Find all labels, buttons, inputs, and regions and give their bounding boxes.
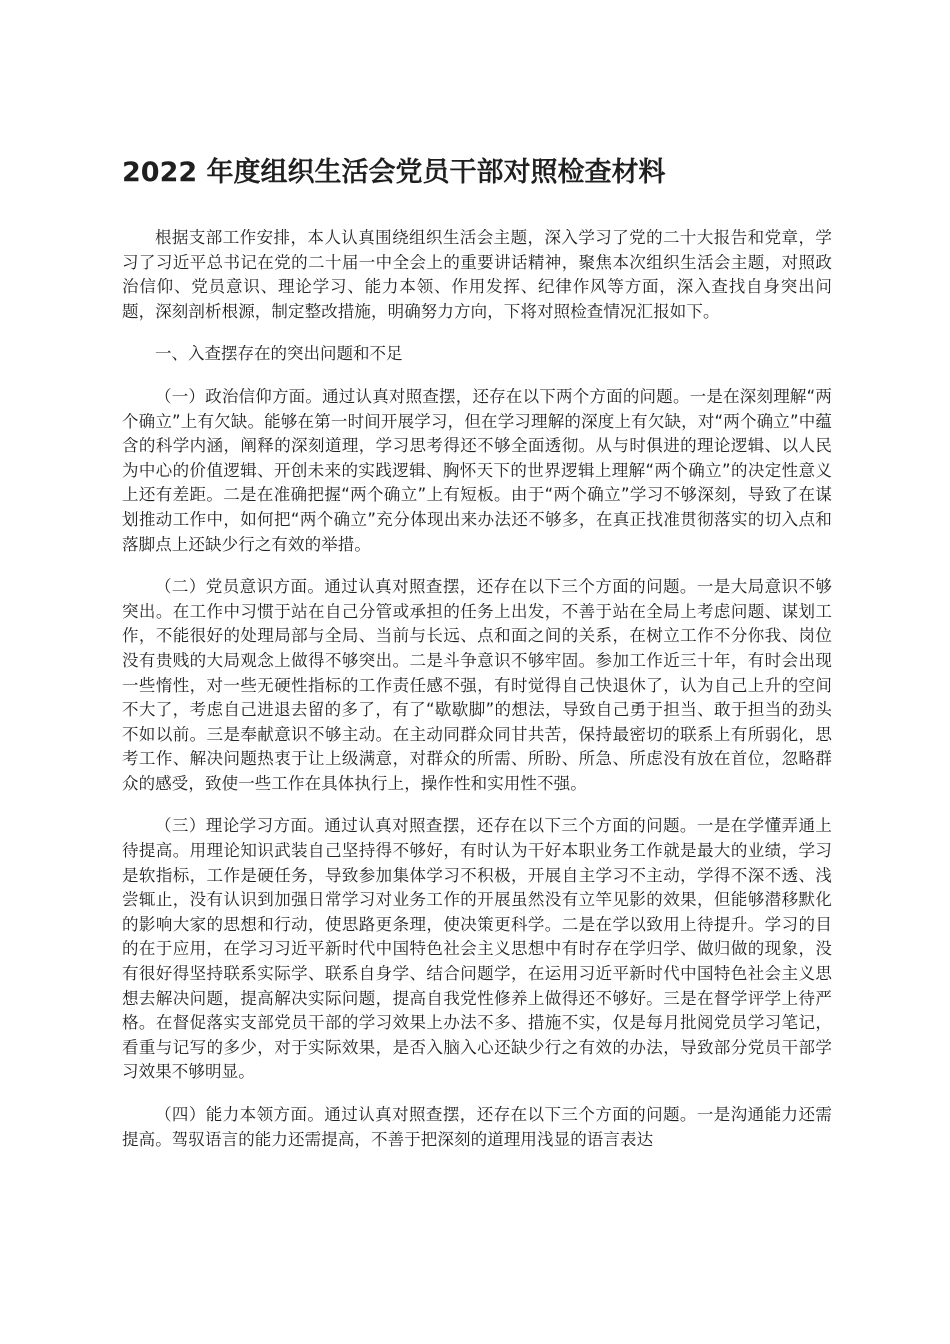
paragraph-theory-study: （三）理论学习方面。通过认真对照查摆，还存在以下三个方面的问题。一是在学懂弄通上待提高。用理论知识武装自己坚持得不够好，有时认为干好本职业务工作就是最大的业绩，学习是软指标，工作是硬任务，导致参加集体学习不积极，开展自主学习不主动，学得不深不透、浅尝辄止，没有认识到加强日常学习对业务工作的开展虽然没有立竿见影的效果，但能够潜移默化的影响大家的思想和行动，使思路更条理，使决策更科学。二是在学以致用上待提升。学习的目的在于应用，在学习习近平新时代中国特色社会主义思想中有时存在学归学、做归做的现象，没有很好得坚持联系实际学、联系自身学、结合问题学，在运用习近平新时代中国特色社会主义思想去解决问题，提高解决实际问题，提高自我党性修养上做得还不够好。三是在督学评学上待严格。在督促落实支部党员干部的学习效果上办法不多、措施不实，仅是每月批阅党员学习笔记，看重与记写的多少，对于实际效果，是否入脑入心还缺少行之有效的办法，导致部分党员干部学习效果不够明显。: [122, 816, 832, 1082]
paragraph-political-belief: （一）政治信仰方面。通过认真对照查摆，还存在以下两个方面的问题。一是在深刻理解“两个确立”上有欠缺。能够在第一时间开展学习，但在学习理解的深度上有欠缺，对“两个确立”中蕴含的科学内涵，阐释的深刻道理，学习思考得还不够全面透彻。从与时俱进的理论逻辑、以人民为中心的价值逻辑、开创未来的实践逻辑、胸怀天下的世界逻辑上理解“两个确立”的决定性意义上还有差距。二是在准确把握“两个确立”上有短板。由于“两个确立”学习不够深刻，导致了在谋划推动工作中，如何把“两个确立”充分体现出来办法还不够多，在真正找准贯彻落实的切入点和落脚点上还缺少行之有效的举措。: [122, 386, 832, 554]
document-title: 2022 年度组织生活会党员干部对照检查材料: [122, 157, 666, 188]
document-page: [122, 150, 832, 1170]
paragraph-ability: （四）能力本领方面。通过认真对照查摆，还存在以下三个方面的问题。一是沟通能力还需提高。驾驭语言的能力还需提高，不善于把深刻的道理用浅显的语言表达: [122, 1105, 832, 1149]
paragraph-party-awareness: （二）党员意识方面。通过认真对照查摆，还存在以下三个方面的问题。一是大局意识不够突出。在工作中习惯于站在自己分管或承担的任务上出发，不善于站在全局上考虑问题、谋划工作，不能很好的处理局部与全局、当前与长远、点和面之间的关系，在树立工作不分你我、岗位没有贵贱的大局观念上做得不够突出。二是斗争意识不够牢固。参加工作近三十年，有时会出现一些惰性，对一些无硬性指标的工作责任感不强，有时觉得自己快退休了，认为自己上升的空间不大了，考虑自己进退去留的多了，有了“歇歇脚”的想法，导致自己勇于担当、敢于担当的劲头不如以前。三是奉献意识不够主动。在主动同群众同甘共苦，保持最密切的联系上有所弱化，思考工作、解决问题热衷于让上级满意，对群众的所需、所盼、所急、所虑没有放在首位，忽略群众的感受，致使一些工作在具体执行上，操作性和实用性不强。: [122, 577, 832, 793]
section-heading: 一、入查摆存在的突出问题和不足: [155, 344, 403, 364]
intro-paragraph: 根据支部工作安排，本人认真围绕组织生活会主题，深入学习了党的二十大报告和党章，学习了习近平总书记在党的二十届一中全会上的重要讲话精神，聚焦本次组织生活会主题，对照政治信仰、党员意识、理论学习、能力本领、作用发挥、纪律作风等方面，深入查找自身突出问题，深刻剖析根源，制定整改措施，明确努力方向，下将对照检查情况汇报如下。: [122, 228, 832, 321]
